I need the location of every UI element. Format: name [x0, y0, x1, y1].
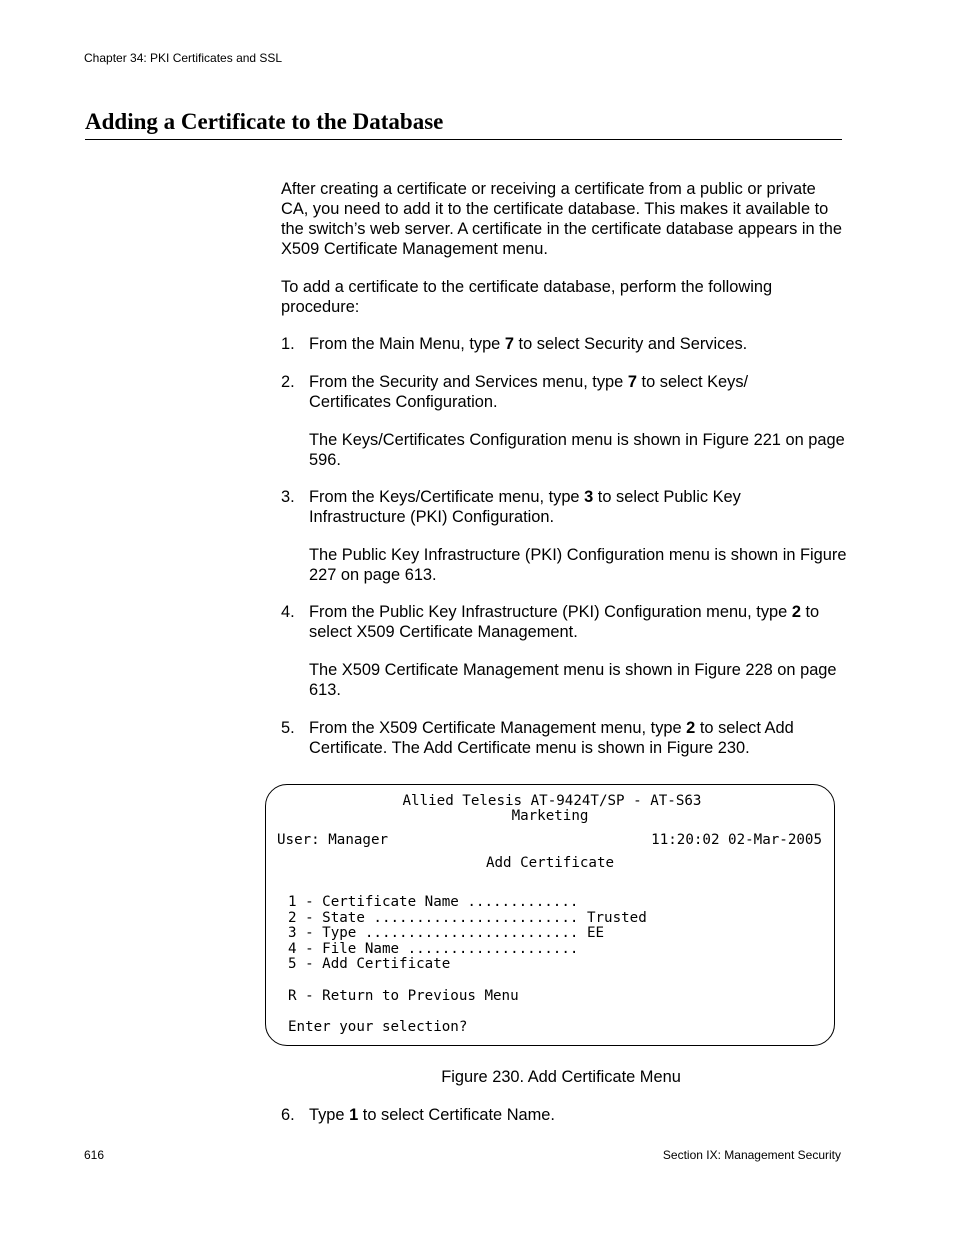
page-number: 616: [84, 1148, 105, 1162]
date-time: 11:20:02 02-Mar-2005: [651, 832, 822, 848]
terminal-screen: [265, 784, 835, 1046]
step-text: From the Public Key Infrastructure (PKI) Configuration menu, type 2 to select X509 Certificate Management.: [309, 603, 820, 641]
menu-option-state[interactable]: 2 - State ........................ Trusted: [288, 910, 647, 926]
step-text: From the X509 Certificate Management menu, type 2 to select Add Certificate. The Add Certificate menu is shown in Figure 230.: [309, 719, 794, 757]
step-number: 3.: [281, 488, 295, 506]
step-number: 6.: [281, 1106, 295, 1124]
menu-option-return[interactable]: R - Return to Previous Menu: [288, 988, 519, 1004]
step-key: 7: [627, 373, 637, 391]
step-note: The Keys/Certificates Configuration menu is shown in Figure 221 on page 596.: [309, 431, 845, 469]
user-label: User: Manager: [277, 832, 389, 848]
step-key: 1: [349, 1106, 359, 1124]
figure-caption: Figure 230. Add Certificate Menu: [441, 1068, 681, 1086]
menu-option-file-name[interactable]: 4 - File Name ....................: [288, 941, 579, 957]
step-note: The Public Key Infrastructure (PKI) Configuration menu is shown in Figure 227 on page 613.: [309, 546, 847, 584]
device-name: Allied Telesis AT-9424T/SP - AT-S63: [402, 793, 702, 809]
step-number: 1.: [281, 335, 295, 353]
step-key: 2: [791, 603, 801, 621]
step-text: Type 1 to select Certificate Name.: [309, 1106, 555, 1124]
step-number: 5.: [281, 719, 295, 737]
menu-option-add-certificate[interactable]: 5 - Add Certificate: [288, 956, 451, 972]
step-key: 3: [584, 488, 594, 506]
device-location: Marketing: [511, 808, 589, 824]
step-number: 2.: [281, 373, 295, 391]
footer-section: Section IX: Management Security: [662, 1148, 841, 1162]
title-rule: [85, 139, 842, 140]
step-key: 7: [504, 335, 514, 353]
step-number: 4.: [281, 603, 295, 621]
step-note: The X509 Certificate Management menu is shown in Figure 228 on page 613.: [309, 661, 837, 699]
section-title: Adding a Certificate to the Database: [85, 109, 444, 134]
step-text: From the Main Menu, type 7 to select Security and Services.: [309, 335, 748, 353]
menu-option-certificate-name[interactable]: 1 - Certificate Name .............: [288, 894, 579, 910]
menu-title: Add Certificate: [485, 855, 615, 871]
step-key: 2: [686, 719, 696, 737]
step-text: From the Keys/Certificate menu, type 3 to select Public Key Infrastructure (PKI) Configuration.: [309, 488, 741, 526]
step-text: From the Security and Services menu, type 7 to select Keys/ Certificates Configuration.: [309, 373, 749, 411]
menu-option-type[interactable]: 3 - Type ......................... EE: [288, 925, 605, 941]
intro-paragraph: After creating a certificate or receiving a certificate from a public or private CA, you need to add it to the certificate database. This makes it available to the switch’s web server. A certificate in the certificate database appears in the X509 Certificate Management menu.: [281, 180, 842, 258]
running-header: Chapter 34: PKI Certificates and SSL: [84, 51, 283, 65]
procedure-intro: To add a certificate to the certificate database, perform the following procedure:: [281, 278, 773, 316]
selection-prompt[interactable]: Enter your selection?: [288, 1019, 468, 1035]
